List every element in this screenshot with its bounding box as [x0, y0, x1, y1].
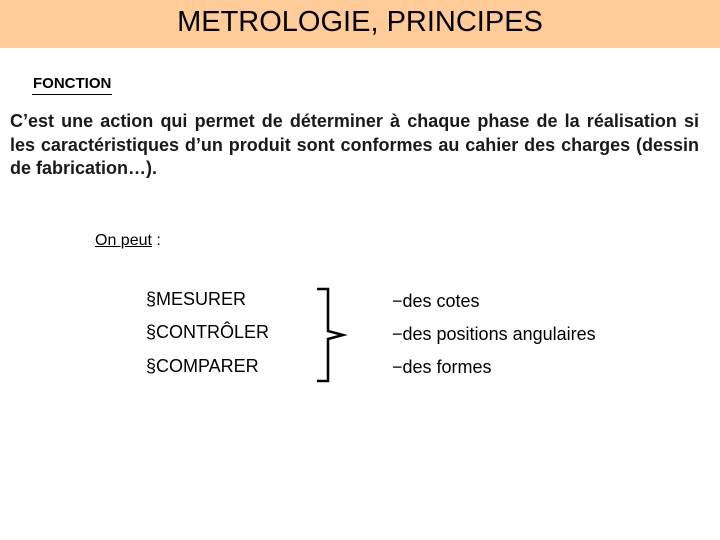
- intro-rest-text: :: [151, 232, 161, 249]
- title-bar: [0, 0, 720, 48]
- curly-brace-icon: [313, 287, 351, 383]
- intro-line: [95, 231, 161, 251]
- definition-paragraph: C’est une action qui permet de déterminer à chaque phase de la réalisation si les caractéristiques d’un produit sont conformes au cahier des charges (dessin de fabrication…).: [10, 111, 699, 178]
- target-item-shapes: −des formes: [392, 357, 492, 377]
- intro-underlined-text: On peut: [95, 232, 152, 249]
- action-item-measure: §MESURER: [146, 289, 247, 309]
- slide-title: METROLOGIE, PRINCIPES: [177, 6, 543, 38]
- target-item-angular-positions: −des positions angulaires: [392, 324, 596, 344]
- target-item-dimensions: −des cotes: [392, 291, 480, 311]
- action-item-compare: §COMPARER: [146, 356, 259, 376]
- section-heading: FONCTION: [32, 75, 112, 95]
- action-item-control: §CONTRÔLER: [146, 322, 270, 342]
